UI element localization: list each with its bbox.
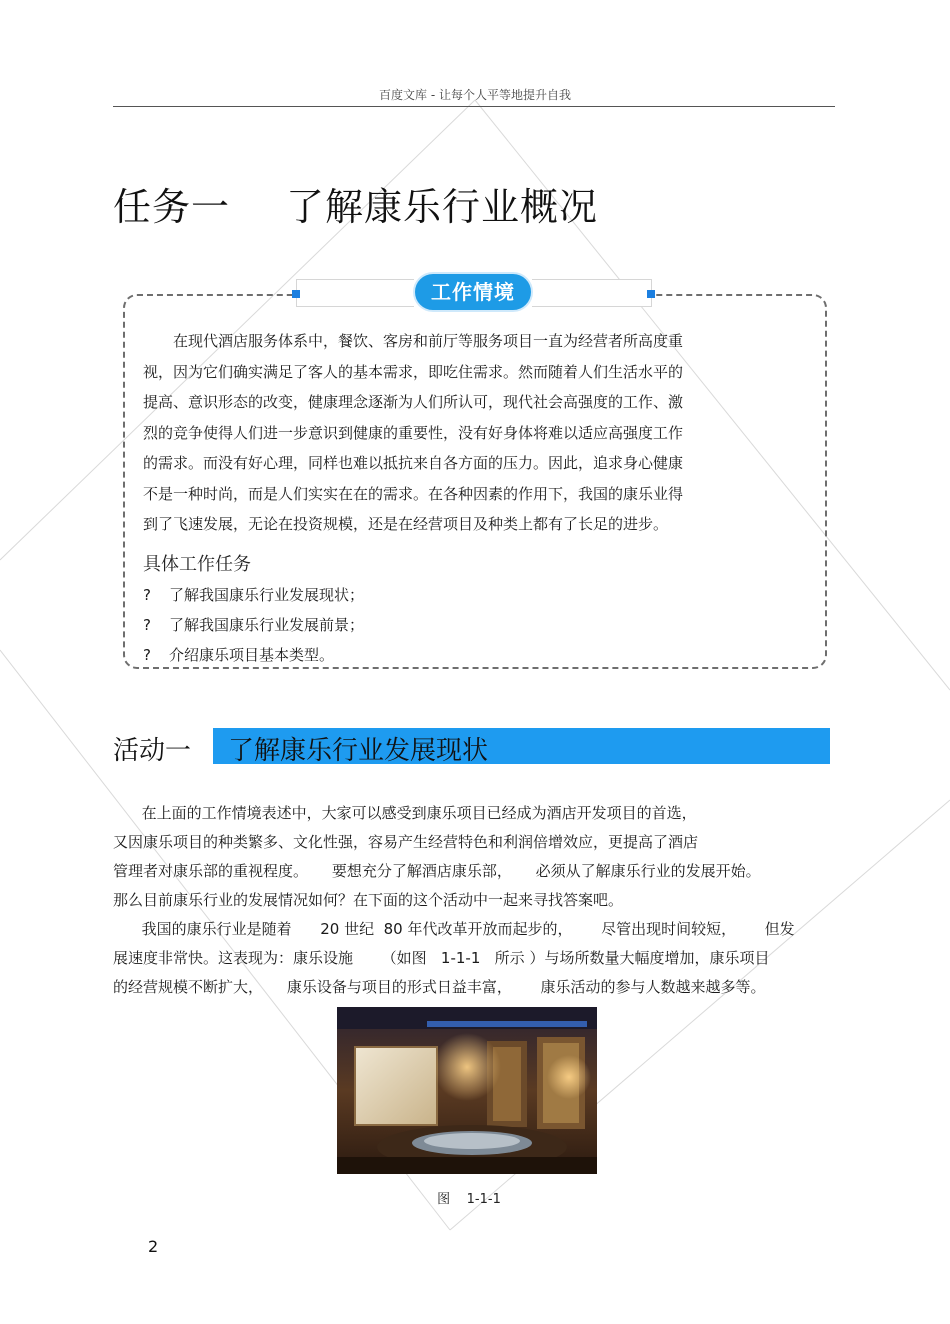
task-text: 介绍康乐项目基本类型。	[169, 646, 335, 664]
task-text: 了解我国康乐行业发展现状；	[169, 586, 365, 604]
task-item	[143, 642, 364, 672]
tasks-heading: 具体工作任务	[143, 554, 251, 575]
frame-corner-square-right	[647, 290, 655, 298]
page-title	[113, 176, 598, 231]
title-task-number: 任务一	[113, 185, 231, 229]
activity-label: 活动一	[113, 736, 192, 766]
body-line: 我国的康乐行业是随着 20 世纪 80 年代改革开放而起步的， 尽管出现时间较短， 但发	[113, 920, 795, 938]
work-context-paragraph	[143, 326, 739, 540]
frame-corner-square-left	[292, 290, 300, 298]
task-marker: ?	[143, 646, 151, 664]
badge-tab-right	[532, 279, 652, 307]
task-marker: ?	[143, 616, 151, 634]
body-line: 在上面的工作情境表述中，大家可以感受到康乐项目已经成为酒店开发项目的首选，	[113, 804, 697, 822]
activity-title: 了解康乐行业发展现状	[228, 736, 489, 766]
task-item	[143, 612, 364, 642]
paragraph-line: 到了飞速发展，无论在投资规模，还是在经营项目及种类上都有了长足的进步。	[143, 515, 669, 533]
paragraph-line: 的需求。而没有好心理，同样也难以抵抗来自各方面的压力。因此，追求身心健康	[143, 454, 684, 472]
task-list	[143, 582, 364, 672]
work-context-badge: 工作情境	[413, 272, 533, 312]
task-item	[143, 582, 364, 612]
task-marker: ?	[143, 586, 151, 604]
paragraph-line: 不是一种时尚，而是人们实实在在的需求。在各种因素的作用下，我国的康乐业得	[143, 484, 684, 503]
paragraph-line: 烈的竞争使得人们进一步意识到健康的重要性，没有好身体将难以适应高强度工作	[143, 423, 684, 442]
badge-tab-left	[296, 279, 414, 307]
paragraph-line: 在现代酒店服务体系中，餐饮、客房和前厅等服务项目一直为经营者所高度重	[143, 332, 684, 350]
recreation-facility-photo	[337, 1007, 597, 1174]
paragraph-line: 提高、意识形态的改变，健康理念逐渐为人们所认可，现代社会高强度的工作、激	[143, 393, 684, 411]
title-task-name: 了解康乐行业概况	[286, 185, 599, 229]
page-number: 2	[148, 1237, 159, 1256]
body-line: 那么目前康乐行业的发展情况如何？在下面的这个活动中一起来寻找答案吧。	[113, 891, 624, 909]
body-text	[113, 799, 835, 1002]
header-divider	[113, 106, 835, 107]
body-line: 管理者对康乐部的重视程度。 要想充分了解酒店康乐部， 必须从了解康乐行业的发展开始。	[113, 862, 761, 880]
body-line: 的经营规模不断扩大， 康乐设备与项目的形式日益丰富， 康乐活动的参与人数越来越多等。	[113, 978, 766, 996]
body-line: 又因康乐项目的种类繁多、文化性强，容易产生经营特色和利润倍增效应，更提高了酒店	[113, 833, 699, 851]
figure-caption: 图 1-1-1	[437, 1192, 501, 1207]
page-header: 百度文库 - 让每个人平等地提升自我	[379, 88, 571, 102]
task-text: 了解我国康乐行业发展前景；	[169, 616, 365, 634]
paragraph-line: 视，因为它们确实满足了客人的基本需求，即吃住需求。然而随着人们生活水平的	[143, 362, 684, 381]
body-line: 展速度非常快。这表现为：康乐设施 （如图 1-1-1 所示 ）与场所数量大幅度增加，康乐项目	[113, 949, 770, 967]
